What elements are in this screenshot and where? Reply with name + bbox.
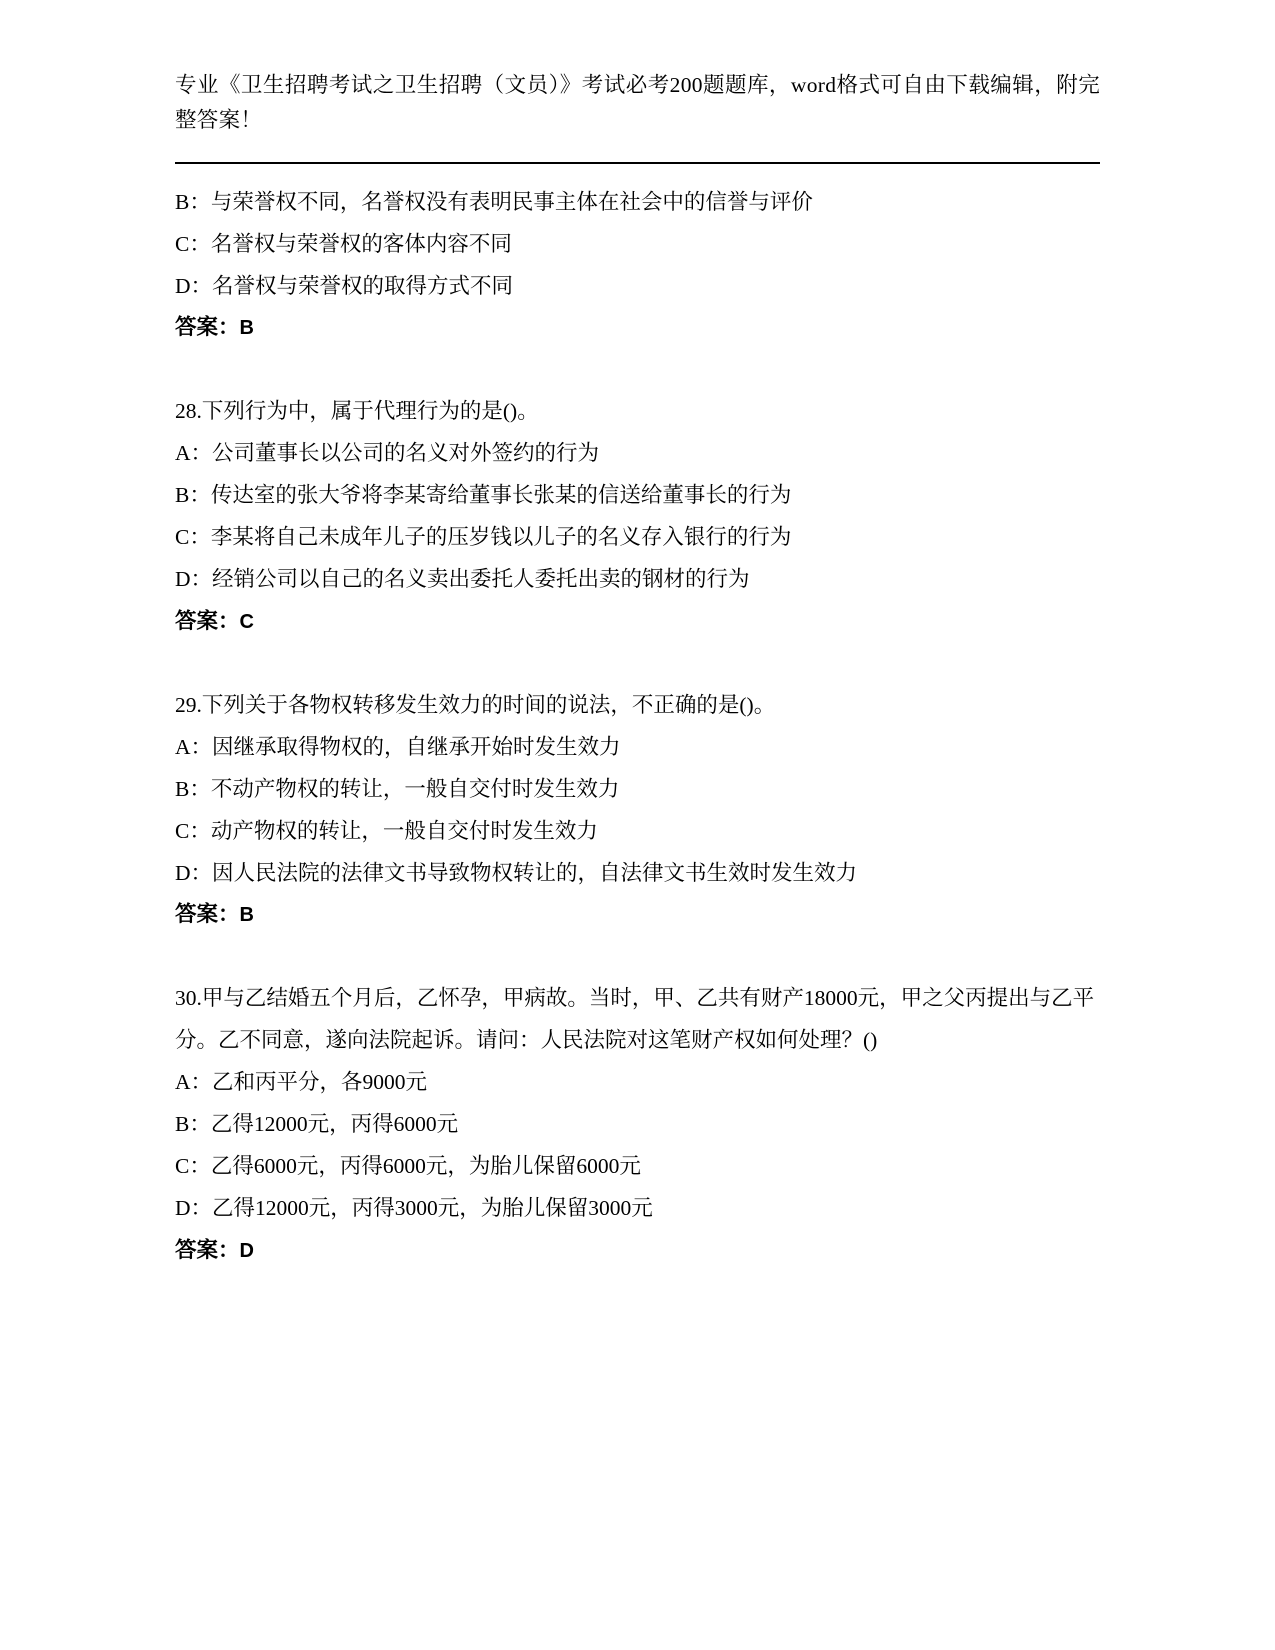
document-header: 专业《卫生招聘考试之卫生招聘（文员）》考试必考200题题库，word格式可自由下载编辑，附完整答案！ xyxy=(175,73,1100,132)
answer-value: C xyxy=(239,610,254,633)
question-stem: 29.下列关于各物权转移发生效力的时间的说法，不正确的是()。 xyxy=(175,692,776,717)
answer-value: B xyxy=(239,317,254,340)
answer-label: 答案： xyxy=(175,1237,240,1262)
option-b: B：与荣誉权不同，名誉权没有表明民事主体在社会中的信誉与评价 xyxy=(175,189,813,214)
answer-line xyxy=(175,1230,1100,1272)
answer-line xyxy=(175,307,1100,349)
option-d: D：因人民法院的法律文书导致物权转让的，自法律文书生效时发生效力 xyxy=(175,860,858,885)
option-b: B：不动产物权的转让，一般自交付时发生效力 xyxy=(175,776,620,801)
answer-label: 答案： xyxy=(175,315,240,340)
block-spacer xyxy=(175,643,1100,685)
option-c: C：乙得6000元，丙得6000元，为胎儿保留6000元 xyxy=(175,1154,641,1179)
option-b: B：传达室的张大爷将李某寄给董事长张某的信送给董事长的行为 xyxy=(175,483,792,508)
option-d: D：经销公司以自己的名义卖出委托人委托出卖的钢材的行为 xyxy=(175,567,750,592)
block-spacer xyxy=(175,936,1100,978)
option-d: D：名誉权与荣誉权的取得方式不同 xyxy=(175,273,514,298)
option-c: C：李某将自己未成年儿子的压岁钱以儿子的名义存入银行的行为 xyxy=(175,525,792,550)
option-a: A：乙和丙平分，各9000元 xyxy=(175,1070,428,1095)
option-c: C：动产物权的转让，一般自交付时发生效力 xyxy=(175,818,598,843)
question-block-partial xyxy=(175,182,1100,350)
option-d: D：乙得12000元，丙得3000元，为胎儿保留3000元 xyxy=(175,1196,653,1221)
option-a: A：公司董事长以公司的名义对外签约的行为 xyxy=(175,441,600,466)
question-block-30 xyxy=(175,978,1100,1271)
question-stem: 30.甲与乙结婚五个月后，乙怀孕，甲病故。当时，甲、乙共有财产18000元，甲之父丙提出与乙平分。乙不同意，遂向法院起诉。请问：人民法院对这笔财产权如何处理？() xyxy=(175,986,1095,1053)
document-body xyxy=(175,182,1100,1272)
answer-value: D xyxy=(239,1239,254,1262)
answer-line xyxy=(175,894,1100,936)
option-c: C：名誉权与荣誉权的客体内容不同 xyxy=(175,231,512,256)
answer-line xyxy=(175,601,1100,643)
block-spacer xyxy=(175,349,1100,391)
answer-label: 答案： xyxy=(175,608,240,633)
header-divider xyxy=(175,162,1100,164)
question-block-29 xyxy=(175,685,1100,937)
answer-value: B xyxy=(239,904,254,927)
question-stem: 28.下列行为中，属于代理行为的是()。 xyxy=(175,399,539,424)
option-b: B：乙得12000元，丙得6000元 xyxy=(175,1112,459,1137)
option-a: A：因继承取得物权的，自继承开始时发生效力 xyxy=(175,734,621,759)
question-block-28 xyxy=(175,391,1100,643)
answer-label: 答案： xyxy=(175,902,240,927)
